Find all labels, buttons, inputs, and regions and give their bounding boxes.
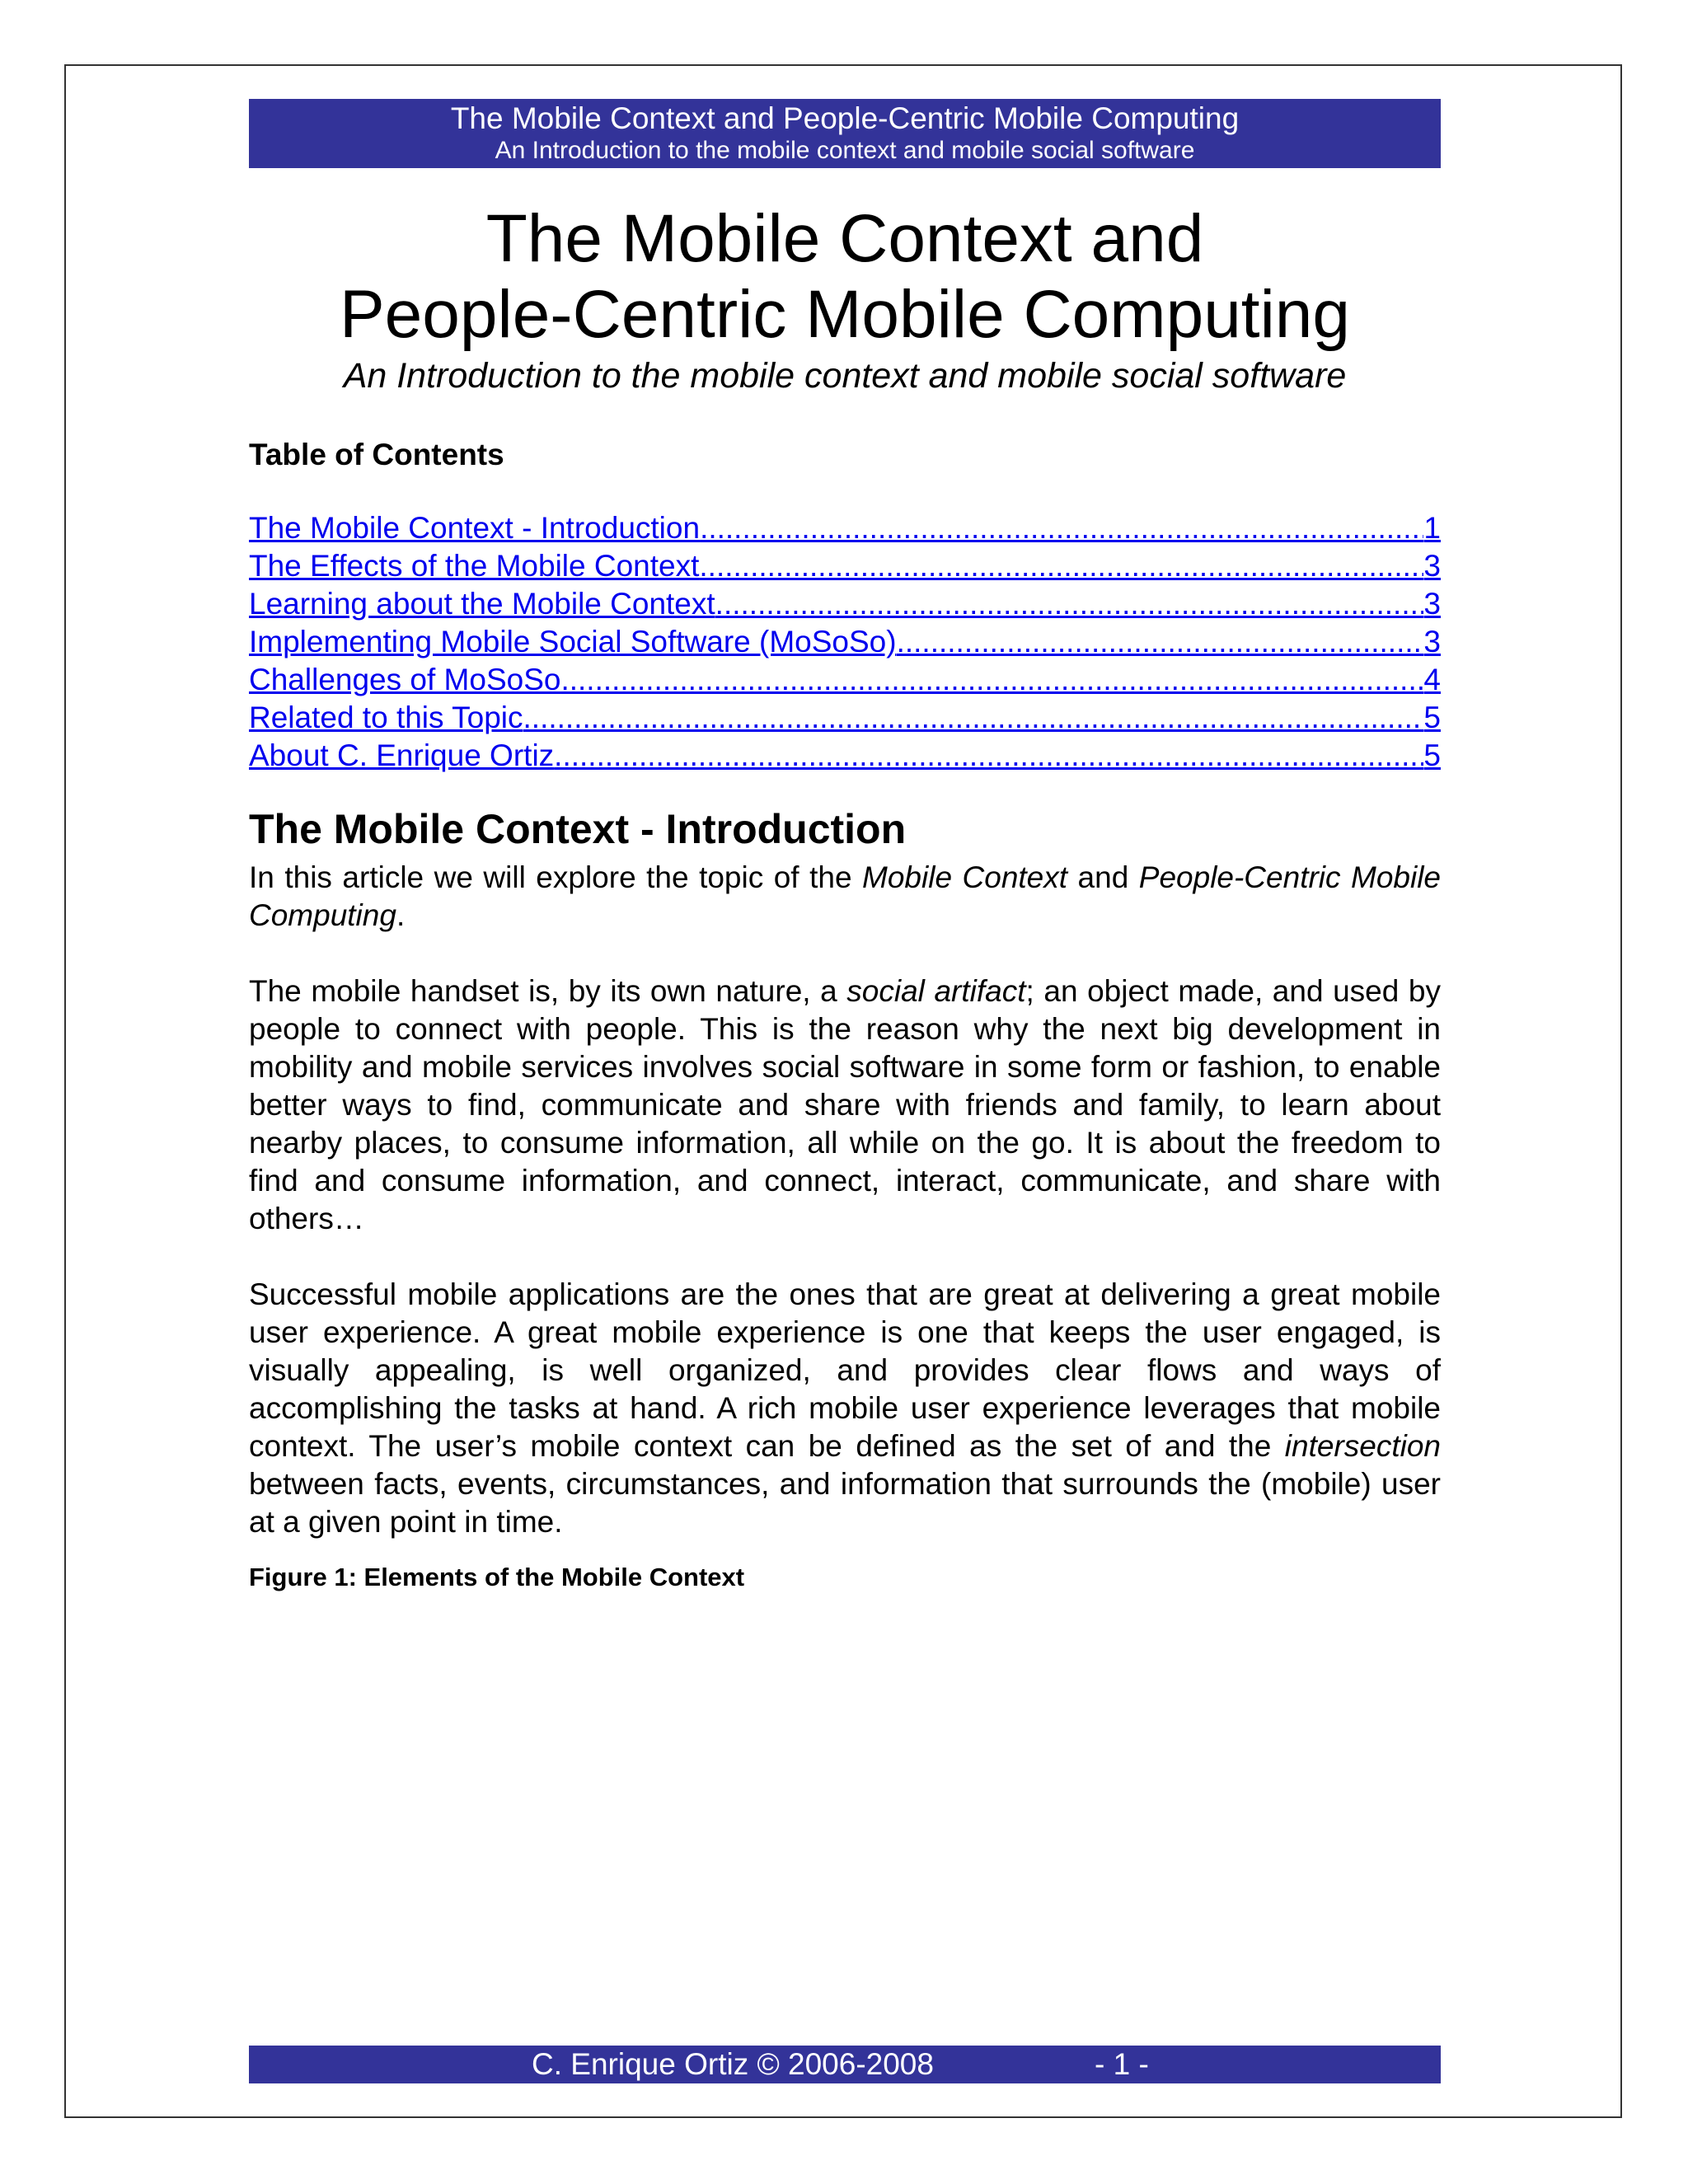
table-of-contents: [249, 509, 1441, 775]
section-heading: The Mobile Context - Introduction: [249, 806, 907, 852]
toc-link-effects[interactable]: [249, 547, 1441, 585]
toc-link-label: Learning about the Mobile Context: [249, 587, 715, 621]
toc-page-number: 3: [1423, 549, 1441, 583]
toc-link-challenges[interactable]: [249, 661, 1441, 699]
text-run: and: [1067, 860, 1139, 894]
toc-leader-dots: [560, 661, 1423, 699]
running-header-subtitle: An Introduction to the mobile context and mobile social software: [495, 137, 1195, 164]
toc-leader-dots: [554, 737, 1423, 775]
paragraph-intro: [249, 859, 1441, 935]
toc-link-label: The Mobile Context - Introduction: [249, 511, 701, 545]
text-run: Successful mobile applications are the ones that are great at delivering a great mobile user experience. A great mobile experience is one that keeps the user engaged, is visually appealing, is well organized, and provides clear flows and ways of accomplishing the tasks at hand. A rich mobile user experience leverages that mobile context. The user’s mobile context can be defined as the set of and the: [249, 1277, 1441, 1463]
toc-page-number: 5: [1423, 738, 1441, 772]
footer-page-number: - 1 -: [1095, 2047, 1149, 2081]
toc-link-learning[interactable]: [249, 585, 1441, 623]
toc-leader-dots: [897, 623, 1424, 661]
toc-leader-dots: [715, 585, 1424, 623]
running-header-title: The Mobile Context and People-Centric Mobile Computing: [450, 101, 1240, 135]
toc-page-number: 5: [1423, 701, 1441, 734]
emphasis: social artifact: [846, 974, 1026, 1008]
toc-page-number: 1: [1423, 511, 1441, 545]
toc-link-label: About C. Enrique Ortiz: [249, 738, 555, 772]
text-run: .: [396, 898, 406, 932]
toc-page-number: 4: [1423, 663, 1441, 696]
toc-page-number: 3: [1423, 587, 1441, 621]
text-run: ; an object made, and used by people to connect with people. This is the reason why the next big development in mobility and mobile services involves social software in some form or fashion, to enable better ways to find, communicate and share with friends and family, to learn about nearby places, to consume information, all while on the go. It is about the freedom to find and consume information, and connect, interact, communicate, and share with others…: [249, 974, 1441, 1235]
document-title-line-1: The Mobile Context and: [485, 201, 1204, 276]
toc-link-introduction[interactable]: [249, 509, 1441, 547]
running-footer: [249, 2046, 1441, 2083]
paragraph-social-artifact: [249, 972, 1441, 1238]
toc-link-label: Implementing Mobile Social Software (MoSoSo): [249, 625, 897, 658]
toc-leader-dots: [700, 509, 1423, 547]
text-run: In this article we will explore the topic of the: [249, 860, 863, 894]
running-header: [249, 99, 1441, 168]
toc-link-about-author[interactable]: [249, 737, 1441, 775]
toc-link-label: Related to this Topic: [249, 701, 523, 734]
toc-link-label: The Effects of the Mobile Context: [249, 549, 700, 583]
toc-heading: Table of Contents: [249, 438, 504, 471]
footer-author: C. Enrique Ortiz © 2006-2008: [532, 2047, 934, 2081]
page-content: [249, 99, 1441, 1594]
toc-leader-dots: [523, 699, 1424, 737]
toc-link-related[interactable]: [249, 699, 1441, 737]
document-title-line-2: People-Centric Mobile Computing: [339, 277, 1351, 352]
figure-caption: Figure 1: Elements of the Mobile Context: [249, 1563, 745, 1591]
text-run: between facts, events, circumstances, and information that surrounds the (mobile) user at a given point in time.: [249, 1467, 1441, 1539]
paragraph-user-experience: [249, 1276, 1441, 1541]
emphasis: Mobile Context: [862, 860, 1068, 894]
toc-leader-dots: [699, 547, 1423, 585]
text-run: The mobile handset is, by its own nature, a: [249, 974, 847, 1008]
document-title: [249, 201, 1441, 353]
toc-link-label: Challenges of MoSoSo: [249, 663, 561, 696]
toc-link-implementing-mososo[interactable]: [249, 623, 1441, 661]
emphasis: People-Centric Mobile Computing: [249, 860, 1442, 932]
document-subtitle: An Introduction to the mobile context and mobile social software: [343, 356, 1347, 396]
emphasis: intersection: [1284, 1429, 1441, 1463]
toc-page-number: 3: [1423, 625, 1441, 658]
